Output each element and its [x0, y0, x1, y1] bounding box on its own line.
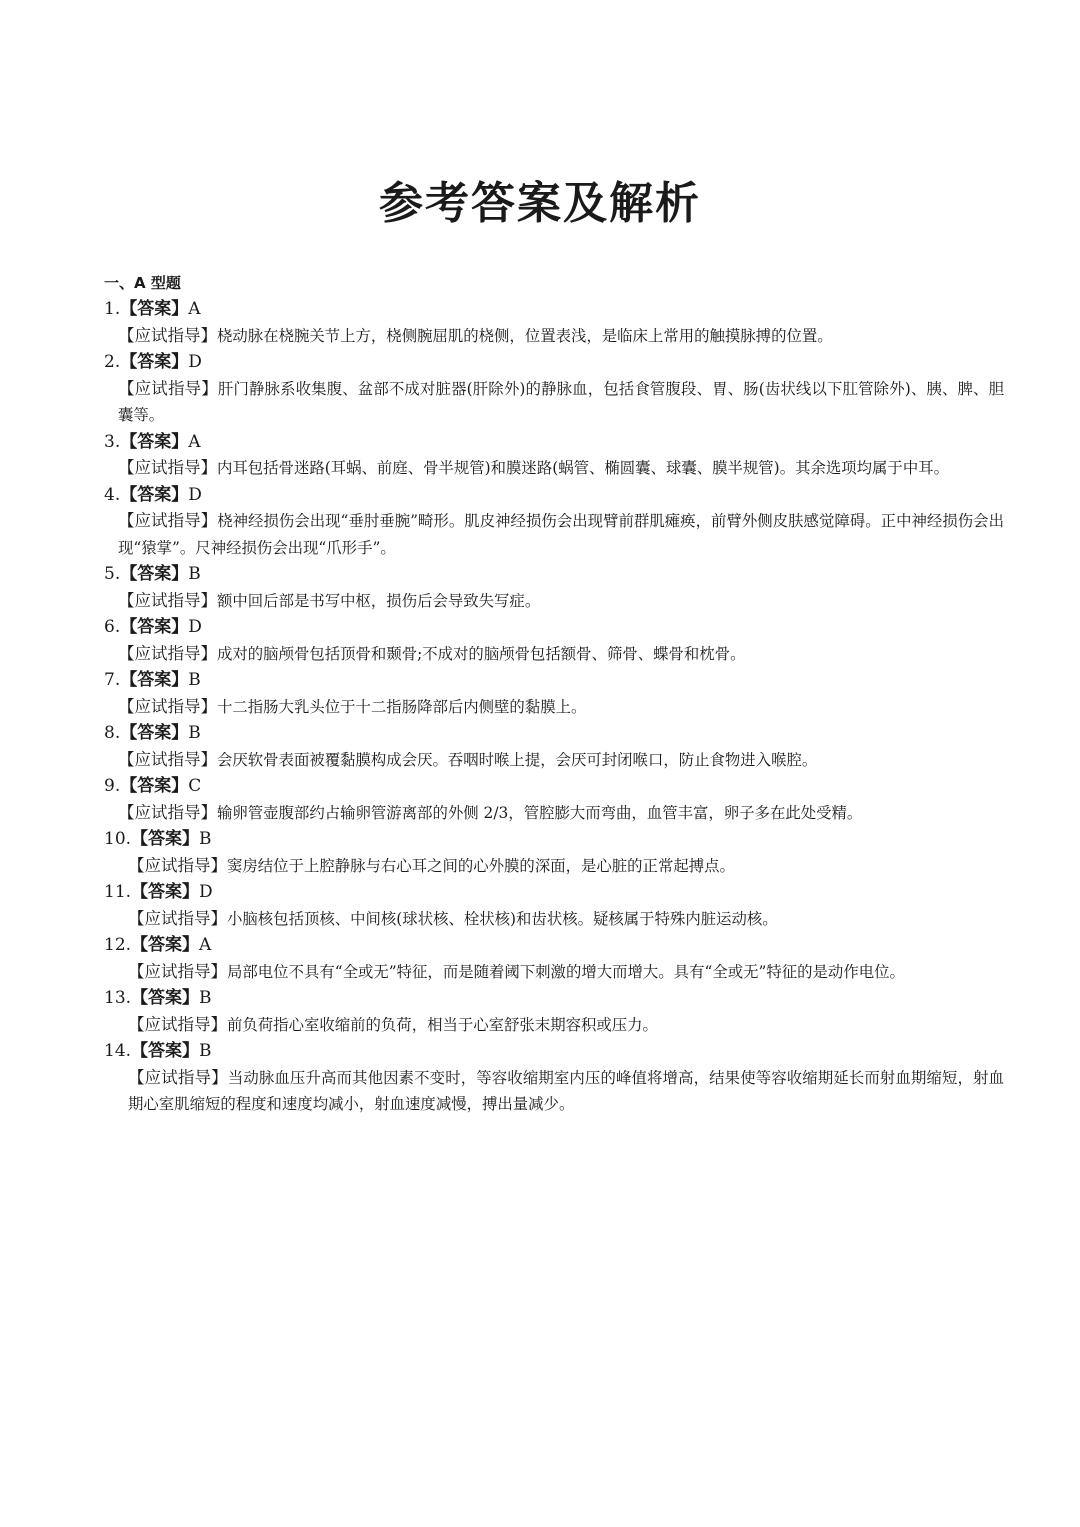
answer-label: 【答案】 [120, 776, 189, 796]
question-number: 6. [104, 617, 121, 637]
guide-text [118, 588, 1004, 615]
answer-value: D [188, 617, 202, 637]
answer-value: B [188, 723, 201, 743]
answer-line [104, 1038, 1004, 1065]
answer-item [104, 985, 1004, 1038]
question-number: 7. [104, 670, 121, 690]
question-number: 1. [104, 299, 121, 319]
answer-line [104, 482, 1004, 509]
answer-label: 【答案】 [131, 935, 200, 955]
answer-item [104, 614, 1004, 667]
question-number: 10. [104, 829, 132, 849]
answer-value: B [199, 988, 212, 1008]
answer-item [104, 932, 1004, 985]
answer-item [104, 826, 1004, 879]
page-title: 参考答案及解析 [379, 178, 701, 229]
items-container [104, 296, 1004, 1118]
answer-value: C [188, 776, 202, 796]
guide-text [128, 906, 1004, 933]
question-number: 2. [104, 352, 121, 372]
answer-label: 【答案】 [120, 670, 189, 690]
guide-label: 【应试指导】 [118, 696, 217, 716]
guide-label: 【应试指导】 [128, 855, 227, 875]
answer-label: 【答案】 [120, 484, 189, 505]
guide-content: 输卵管壶腹部约占输卵管游离部的外侧 2/3，管腔膨大而弯曲，血管丰富，卵子多在此处受精。 [217, 803, 863, 822]
guide-text [118, 455, 1004, 482]
answer-line [104, 985, 1004, 1012]
question-number: 5. [104, 564, 121, 584]
guide-label: 【应试指导】 [118, 802, 217, 822]
answer-list [104, 270, 1004, 1118]
guide-content: 内耳包括骨迷路(耳蜗、前庭、骨半规管)和膜迷路(蜗管、椭圆囊、球囊、膜半规管)。其余选项均属于中耳。 [217, 459, 949, 477]
answer-label: 【答案】 [120, 617, 189, 637]
guide-content: 当动脉血压升高而其他因素不变时，等容收缩期室内压的峰值将增高，结果使等容收缩期延长而射血期缩短，射血期心室肌缩短的程度和速度均减小，射血速度减慢，搏出量减少。 [128, 1068, 1005, 1113]
guide-content: 局部电位不具有“全或无”特征，而是随着阈下刺激的增大而增大。具有“全或无”特征的是动作电位。 [227, 962, 905, 981]
guide-label: 【应试指导】 [118, 590, 217, 610]
answer-item [104, 1038, 1004, 1118]
answer-item [104, 561, 1004, 614]
guide-label: 【应试指导】 [128, 908, 227, 928]
guide-label: 【应试指导】 [128, 1067, 228, 1087]
guide-label: 【应试指导】 [128, 1014, 227, 1034]
answer-label: 【答案】 [120, 352, 189, 372]
question-number: 12. [104, 935, 132, 955]
guide-label: 【应试指导】 [118, 458, 217, 477]
answer-value: D [188, 484, 202, 505]
answer-line [104, 349, 1004, 376]
answer-label: 【答案】 [131, 988, 200, 1008]
question-number: 13. [104, 988, 132, 1008]
answer-line [104, 614, 1004, 641]
answer-label: 【答案】 [120, 564, 189, 584]
answer-value: A [188, 431, 201, 452]
guide-content: 额中回后部是书写中枢，损伤后会导致失写症。 [217, 591, 541, 610]
guide-content: 桡神经损伤会出现“垂肘垂腕”畸形。肌皮神经损伤会出现臂前群肌瘫痪，前臂外侧皮肤感觉障碍。正中神经损伤会出现“猿掌”。尺神经损伤会出现“爪形手”。 [118, 512, 1004, 557]
guide-label: 【应试指导】 [118, 378, 218, 398]
answer-value: B [188, 564, 201, 584]
answer-label: 【答案】 [120, 723, 189, 743]
answer-item [104, 429, 1004, 482]
answer-item [104, 879, 1004, 932]
answer-item [104, 720, 1004, 773]
answer-item [104, 349, 1004, 429]
answer-item [104, 773, 1004, 826]
answer-item [104, 296, 1004, 349]
answer-value: B [199, 1041, 212, 1061]
guide-content: 成对的脑颅骨包括顶骨和颞骨;不成对的脑颅骨包括额骨、筛骨、蝶骨和枕骨。 [217, 644, 746, 663]
answer-line [104, 667, 1004, 694]
answer-line [104, 296, 1004, 323]
question-number: 9. [104, 776, 121, 796]
answer-label: 【答案】 [120, 431, 189, 452]
question-number: 14. [104, 1041, 132, 1061]
answer-label: 【答案】 [131, 882, 200, 902]
answer-value: B [199, 829, 212, 849]
answer-line [104, 826, 1004, 853]
answer-label: 【答案】 [131, 829, 200, 849]
answer-label: 【答案】 [131, 1041, 200, 1061]
guide-text [118, 323, 1004, 350]
answer-line [104, 429, 1004, 456]
guide-label: 【应试指导】 [128, 961, 227, 981]
guide-content: 肝门静脉系收集腹、盆部不成对脏器(肝除外)的静脉血，包括食管腹段、胃、肠(齿状线以下肛管除外)、胰、脾、胆囊等。 [118, 379, 1004, 424]
answer-value: D [188, 352, 202, 372]
guide-text [118, 694, 1004, 721]
question-number: 8. [104, 723, 121, 743]
guide-label: 【应试指导】 [118, 643, 217, 663]
guide-text [128, 853, 1004, 880]
guide-text [118, 376, 1004, 429]
answer-line [104, 561, 1004, 588]
guide-text [118, 508, 1004, 561]
guide-content: 十二指肠大乳头位于十二指肠降部后内侧壁的黏膜上。 [217, 697, 587, 716]
guide-content: 桡动脉在桡腕关节上方，桡侧腕屈肌的桡侧，位置表浅，是临床上常用的触摸脉搏的位置。 [217, 326, 833, 345]
guide-text [128, 959, 1004, 986]
answer-label: 【答案】 [120, 299, 189, 319]
guide-label: 【应试指导】 [118, 325, 217, 345]
guide-text [118, 747, 1004, 774]
guide-text [128, 1012, 1004, 1039]
answer-value: B [188, 670, 201, 690]
answer-value: D [199, 882, 213, 902]
guide-content: 会厌软骨表面被覆黏膜构成会厌。吞咽时喉上提，会厌可封闭喉口，防止食物进入喉腔。 [217, 750, 818, 769]
answer-line [104, 879, 1004, 906]
answer-line [104, 932, 1004, 959]
answer-item [104, 667, 1004, 720]
guide-label: 【应试指导】 [118, 749, 217, 769]
answer-line [104, 773, 1004, 800]
guide-text [128, 1065, 1004, 1118]
guide-content: 窦房结位于上腔静脉与右心耳之间的心外膜的深面，是心脏的正常起搏点。 [227, 856, 735, 875]
answer-value: A [199, 935, 212, 955]
answer-line [104, 720, 1004, 747]
answer-item [104, 482, 1004, 562]
question-number: 3. [104, 431, 121, 452]
answer-value: A [188, 299, 201, 319]
guide-content: 前负荷指心室收缩前的负荷，相当于心室舒张末期容积或压力。 [227, 1015, 658, 1034]
question-number: 11. [104, 882, 132, 902]
guide-content: 小脑核包括顶核、中间核(球状核、栓状核)和齿状核。疑核属于特殊内脏运动核。 [227, 909, 778, 928]
guide-text [118, 800, 1004, 827]
guide-label: 【应试指导】 [118, 511, 218, 530]
guide-text [118, 641, 1004, 668]
section-heading: 一、A 型题 [104, 274, 181, 292]
question-number: 4. [104, 484, 121, 505]
